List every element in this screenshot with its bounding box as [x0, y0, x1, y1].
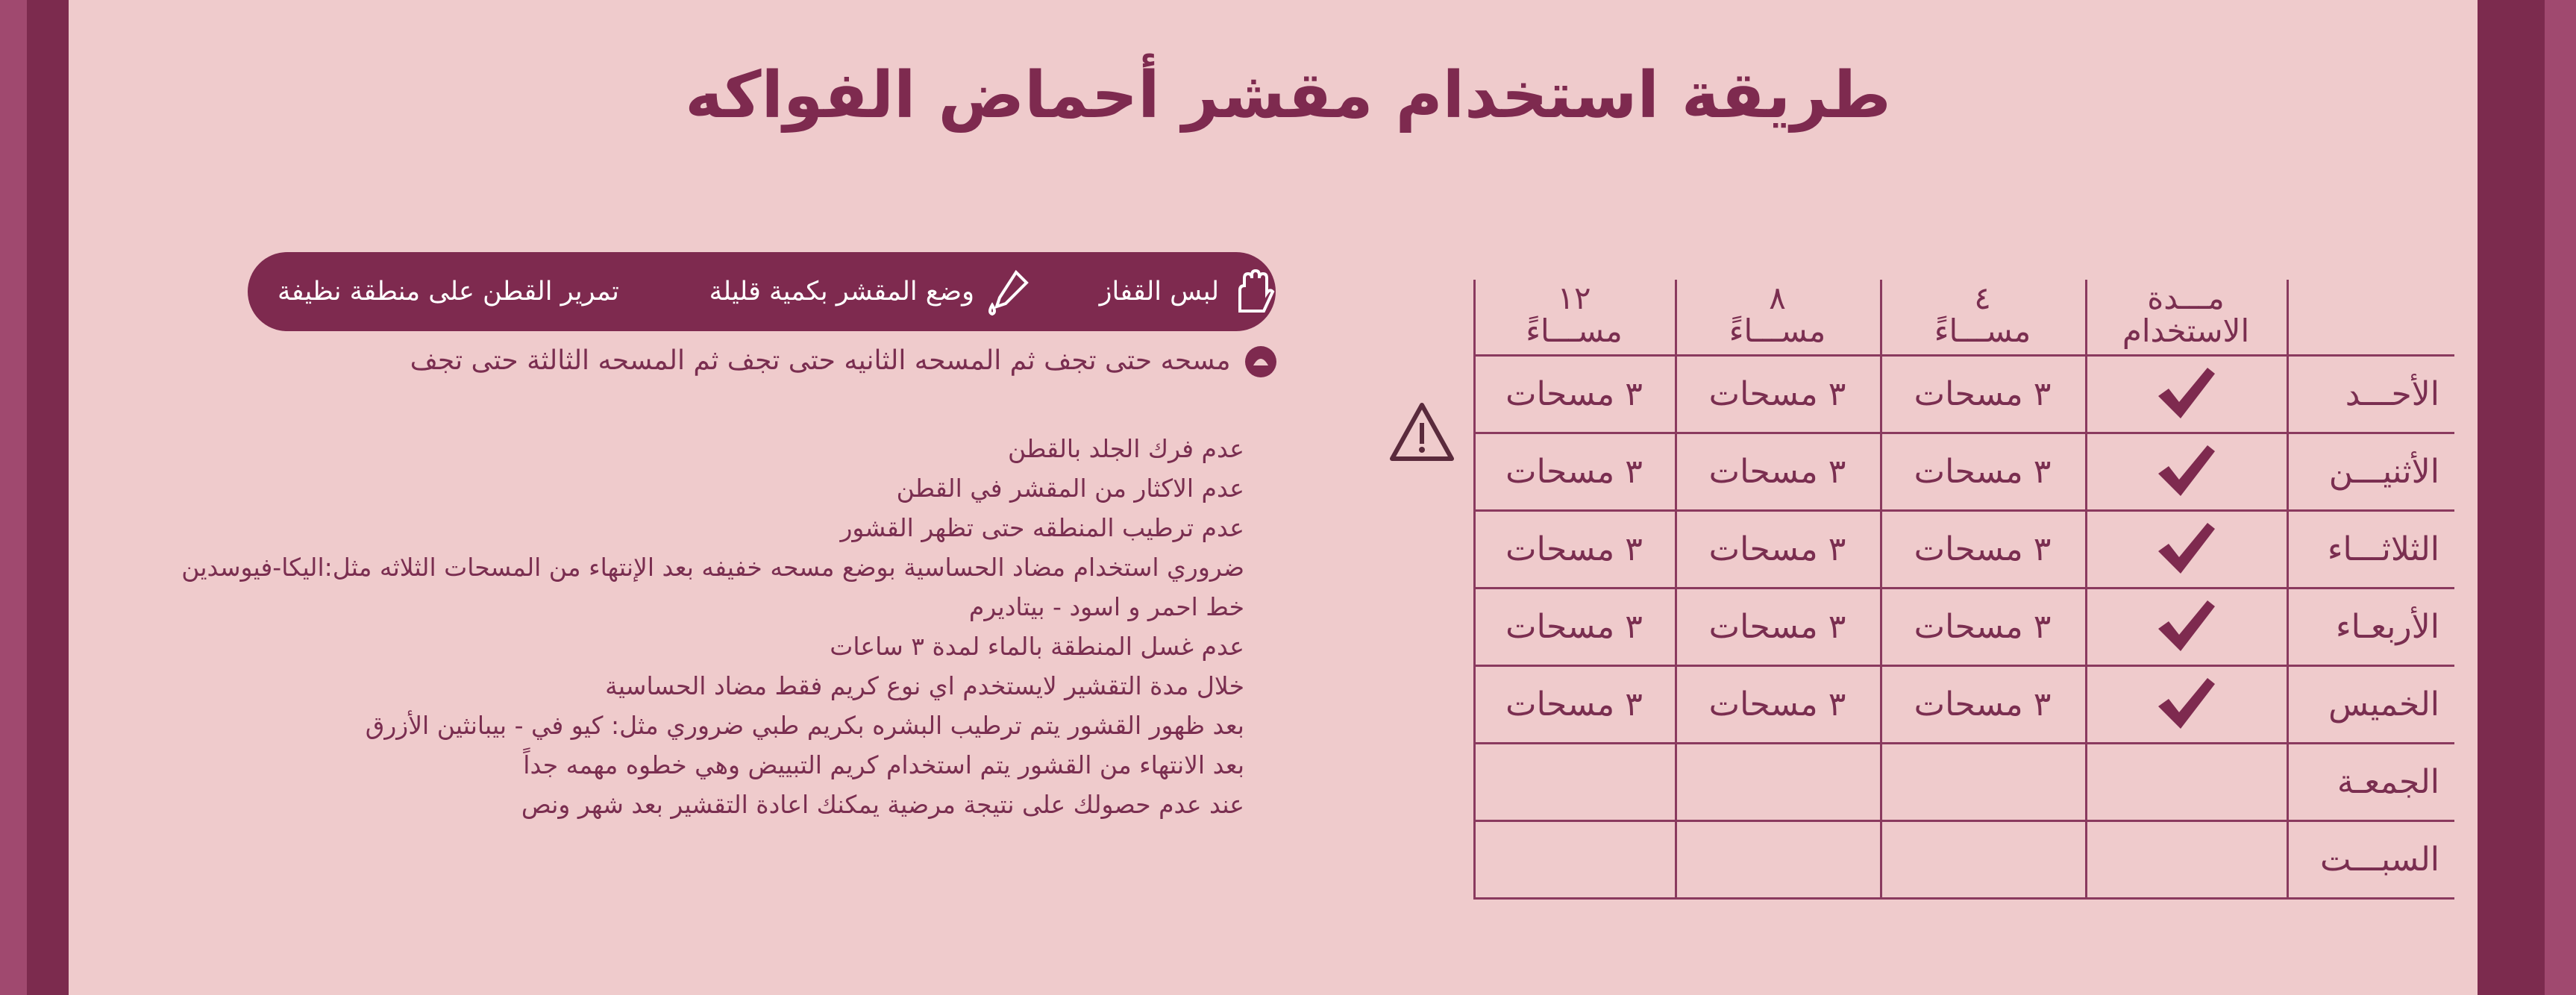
table-cell: ٣ مسحات: [1505, 530, 1643, 568]
table-cell: ٣ مسحات: [1914, 530, 2052, 568]
table-hline: [1473, 432, 2454, 434]
wipe-instruction-text: مسحه حتى تجف ثم المسحه الثانيه حتى تجف ثم المسحه الثالثة حتى تجف: [410, 345, 1231, 376]
wipe-instruction: [196, 345, 1278, 379]
page-title: طريقة استخدام مقشر أحماض الفواكه: [685, 58, 1891, 133]
dropper-icon: [983, 268, 1031, 316]
table-cell: ٣ مسحات: [1505, 375, 1643, 413]
table-cell: ٣ مسحات: [1708, 375, 1846, 413]
note-line: خط احمر و اسود - بيتاديرم: [968, 592, 1244, 621]
table-hline: [1473, 587, 2454, 589]
table-cell: ٣ مسحات: [1708, 608, 1846, 646]
table-hline: [1473, 665, 2454, 667]
table-day-label: الأربعـاء: [2335, 608, 2439, 646]
notes-list: [0, 429, 1244, 824]
note-line: خلال مدة التقشير لايستخدم اي نوع كريم فقط مضاد الحساسية: [605, 671, 1244, 700]
table-cell: ٣ مسحات: [1914, 453, 2052, 491]
table-cell: ٣ مسحات: [1505, 685, 1643, 724]
step-label: وضع المقشر بكمية قليلة: [709, 277, 974, 307]
table-cell: ٣ مسحات: [1914, 685, 2052, 724]
table-header: ٨ مســـاءً: [1729, 280, 1826, 349]
right-border-outer: [2545, 0, 2576, 995]
note-line: عدم فرك الجلد بالقطن: [1007, 434, 1244, 463]
table-header: ٤ مســـاءً: [1934, 280, 2031, 349]
table-hline: [1473, 820, 2454, 822]
table-hline: [1473, 509, 2454, 512]
schedule-table: [1473, 276, 2454, 899]
note-line: بعد ظهور القشور يتم ترطيب البشره بكريم طبي ضروري مثل: كيو في - بيبانثين الأزرق: [365, 711, 1244, 740]
table-vline: [1880, 280, 1882, 897]
step-item: [636, 252, 1031, 331]
step-item: [278, 252, 628, 331]
table-day-label: الأحـــد: [2345, 375, 2439, 413]
warning-icon: [1388, 399, 1456, 468]
table-cell: ٣ مسحات: [1708, 453, 1846, 491]
note-line: بعد الانتهاء من القشور يتم استخدام كريم التبييض وهي خطوه مهمه جداً: [523, 750, 1244, 779]
step-label: لبس القفاز: [1099, 277, 1219, 307]
table-vline: [2287, 280, 2289, 897]
table-cell: ٣ مسحات: [1708, 530, 1846, 568]
table-hline: [1473, 742, 2454, 744]
check-icon: [2152, 518, 2219, 578]
step-label: تمرير القطن على منطقة نظيفة: [278, 277, 619, 307]
table-cell: ٣ مسحات: [1708, 685, 1846, 724]
table-vline: [2085, 280, 2087, 897]
table-day-label: الخميس: [2328, 685, 2439, 724]
table-cell: ٣ مسحات: [1914, 608, 2052, 646]
note-line: ضروري استخدام مضاد الحساسية بوضع مسحه خفيفه بعد الإنتهاء من المسحات الثلاثه مثل:اليكا-فيوسدين: [181, 553, 1244, 582]
note-line: عدم غسل المنطقة بالماء لمدة ٣ ساعات: [830, 632, 1244, 661]
table-day-label: الثلاثـــاء: [2327, 530, 2439, 568]
check-icon: [2152, 674, 2219, 733]
cotton-pad-icon: [1244, 345, 1278, 379]
note-line: عند عدم حصولك على نتيجة مرضية يمكنك اعادة التقشير بعد شهر ونص: [521, 790, 1244, 819]
table-cell: ٣ مسحات: [1505, 608, 1643, 646]
steps-bar: [248, 252, 1276, 331]
table-hline: [1473, 354, 2454, 357]
right-border-inner: [2478, 0, 2545, 995]
table-vline: [1473, 280, 1476, 897]
check-icon: [2152, 363, 2219, 423]
table-day-label: الجمعـة: [2337, 763, 2439, 801]
table-vline: [1675, 280, 1677, 897]
check-icon: [2152, 596, 2219, 656]
table-header: مـــدة الاستخدام: [2122, 280, 2250, 349]
note-line: عدم الاكثار من المقشر في القطن: [896, 474, 1244, 503]
table-hline: [1473, 897, 2454, 900]
table-cell: ٣ مسحات: [1914, 375, 2052, 413]
table-day-label: الأثنيـــن: [2328, 453, 2439, 491]
glove-icon: [1228, 268, 1276, 316]
note-line: عدم ترطيب المنطقه حتى تظهر القشور: [840, 513, 1244, 542]
table-header: ١٢ مســـاءً: [1526, 280, 1623, 349]
step-item: [1038, 252, 1276, 331]
check-icon: [2152, 441, 2219, 500]
table-day-label: السبـــت: [2319, 841, 2439, 879]
table-cell: ٣ مسحات: [1505, 453, 1643, 491]
